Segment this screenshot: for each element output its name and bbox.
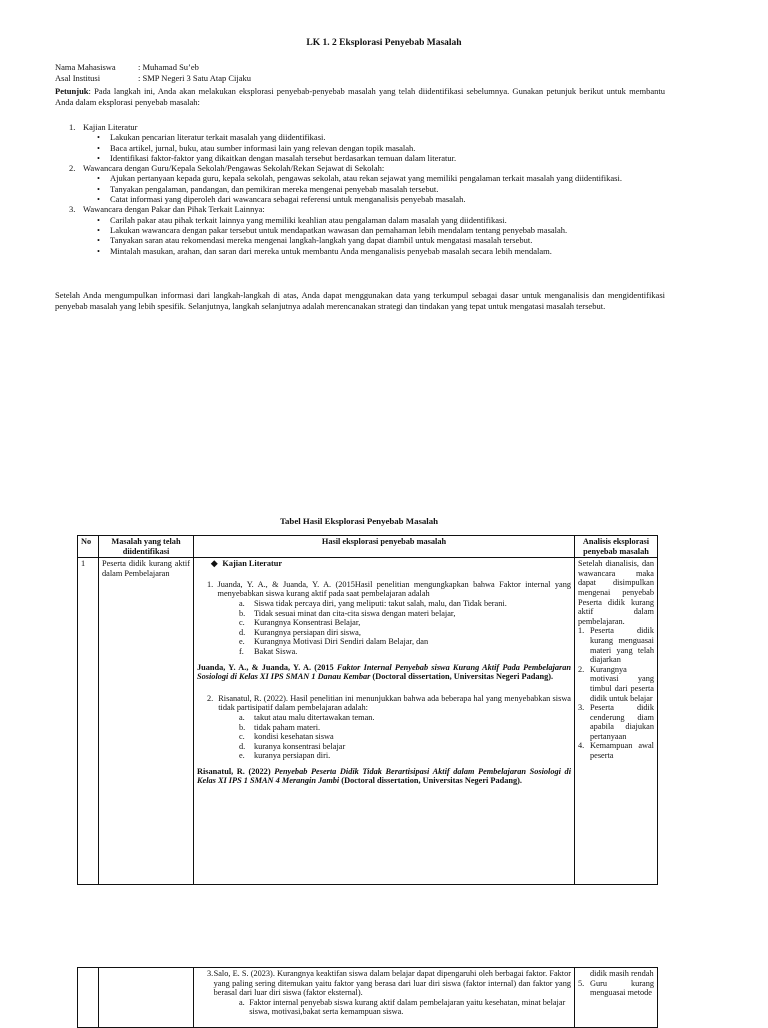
item-text: Kurangnya persiapan diri siswa, bbox=[254, 627, 361, 637]
list-item bbox=[578, 665, 654, 703]
item-number: 2. bbox=[578, 664, 585, 674]
header-hasil: Hasil eksplorasi penyebab masalah bbox=[194, 536, 575, 558]
reference-number: 1. bbox=[207, 579, 214, 589]
item-number: 1. bbox=[578, 626, 585, 636]
step-number: 2. bbox=[69, 163, 76, 174]
reference-items bbox=[239, 599, 571, 657]
name-label: Nama Mahasiswa bbox=[55, 62, 116, 72]
page-title: LK 1. 2 Eksplorasi Penyebab Masalah bbox=[306, 38, 462, 48]
step-bullets bbox=[55, 173, 675, 204]
problem-cell: Peserta didik kurang aktif dalam Pembelajaran bbox=[99, 558, 194, 885]
citation-author: Risanatul, R. (2022) bbox=[197, 766, 275, 776]
item-letter: c. bbox=[239, 732, 245, 742]
list-item bbox=[239, 713, 571, 723]
item-text: Faktor internal penyebab siswa kurang aktif dalam pembelajaran yaitu kesehatan, minat belajar siswa, motivasi,bakat serta kemampuan siswa. bbox=[249, 997, 566, 1017]
item-text: takut atau malu ditertawakan teman. bbox=[254, 712, 375, 722]
reference-number: 3. bbox=[207, 969, 214, 978]
item-letter: c. bbox=[239, 618, 245, 628]
table-title: Tabel Hasil Eksplorasi Penyebab Masalah bbox=[279, 516, 439, 526]
list-item: • Tanyakan pengalaman, pandangan, dan pemikiran mereka mengenai penyebab masalah tersebut. bbox=[110, 184, 675, 194]
list-item: • Ajukan pertanyaan kepada guru, kepala sekolah, pengawas sekolah, atau rekan sejawat yang memiliki pengalaman terkait masalah yang diidentifikasi. bbox=[110, 173, 675, 183]
item-letter: f. bbox=[239, 646, 244, 656]
item-text: Tidak sesuai minat dan cita-cita siswa dengan materi belajar, bbox=[254, 608, 456, 618]
reference-body: Risanatul, R. (2022). Hasil penelitian ini menunjukkan bahwa ada beberapa hal yang menyebabkan siswa tidak partisipatif dalam pembelajaran adalah: bbox=[218, 693, 571, 713]
step-bullets bbox=[55, 132, 675, 163]
item-letter: d. bbox=[239, 741, 246, 751]
step-heading bbox=[55, 204, 675, 214]
step-heading bbox=[55, 122, 675, 132]
citation-source: (Doctoral dissertation, Universitas Negeri Padang). bbox=[370, 672, 554, 682]
instructions bbox=[55, 86, 665, 107]
item-letter: a. bbox=[239, 712, 245, 722]
analysis-cell bbox=[575, 558, 658, 885]
citation-1 bbox=[197, 663, 571, 682]
diamond-bullet-icon: ◆ bbox=[211, 559, 218, 569]
steps-list bbox=[55, 122, 675, 256]
reference-items bbox=[239, 713, 571, 761]
table-row bbox=[78, 558, 658, 885]
literature-heading: ◆ Kajian Literatur bbox=[211, 559, 283, 569]
list-item bbox=[239, 723, 571, 733]
results-table bbox=[77, 535, 658, 885]
citation-2 bbox=[197, 767, 571, 786]
citation-title: Penyebab Peserta Didik Tidak Berartisipasi Aktif dalam Pembelajaran Sosiologi di Kelas XI IPS 1 SMAN 4 Merangin Jambi bbox=[197, 766, 571, 786]
row-number: 1 bbox=[78, 558, 99, 885]
item-text: kondisi kesehatan siswa bbox=[254, 732, 334, 742]
step-number: 1. bbox=[69, 122, 76, 132]
item-text: Bakat Siswa. bbox=[254, 646, 298, 656]
list-item bbox=[239, 637, 571, 647]
institution-value: : SMP Negeri 3 Satu Atap Cijaku bbox=[138, 73, 252, 83]
step-bullets bbox=[55, 215, 675, 256]
item-number: 5. bbox=[578, 978, 585, 988]
item-letter: a. bbox=[239, 997, 245, 1007]
citation-title: Faktor Internal Penyebab siswa Kurang Aktif Pada Pembelajaran Sosiologi di Kelas XI IPS SMAN 1 Danau Kembar bbox=[197, 662, 572, 682]
list-item bbox=[239, 599, 571, 609]
list-item: • Baca artikel, jurnal, buku, atau sumber informasi lain yang relevan dengan topik masalah. bbox=[110, 143, 675, 153]
institution-label: Asal Institusi bbox=[55, 73, 101, 83]
item-text: Guru kurang menguasai metode bbox=[590, 978, 654, 998]
instructions-text: : Pada langkah ini, Anda akan melakukan eksplorasi penyebab-penyebab masalah yang telah diidentifikasi sebelumnya. Gunakan petunjuk berikut untuk membantu Anda dalam eksplorasi penyebab masalah: bbox=[55, 86, 665, 107]
list-item bbox=[239, 998, 571, 1017]
item-letter: b. bbox=[239, 608, 246, 618]
item-letter: d. bbox=[239, 627, 246, 637]
list-item: • Carilah pakar atau pihak terkait lainnya yang memiliki keahlian atau pengalaman dalam masalah yang diidentifikasi. bbox=[110, 215, 675, 225]
analysis-cell bbox=[575, 968, 658, 1028]
list-item bbox=[239, 618, 571, 628]
item-text: Kurangnya Motivasi Diri Sendiri dalam Belajar, dan bbox=[254, 637, 429, 647]
header-no: No bbox=[78, 536, 99, 558]
item-letter: a. bbox=[239, 598, 245, 608]
item-number: 3. bbox=[578, 703, 585, 713]
item-letter: e. bbox=[239, 751, 245, 761]
reference-body: Salo, E. S. (2023). Kurangnya keaktifan siswa dalam belajar dapat dipengaruhi oleh berbagai faktor. Faktor yang paling sering ditemukan yaitu faktor yang berasa dari luar diri siswa (faktor internal) dan faktor yang berasal dari luar diri siswa (faktor eksternal). bbox=[213, 969, 571, 998]
item-text: kuranya konsentrasi belajar bbox=[254, 741, 346, 751]
name-value: : Muhamad Su’eb bbox=[138, 62, 199, 72]
step-heading bbox=[55, 163, 675, 173]
step-number: 3. bbox=[69, 204, 76, 215]
item-letter: b. bbox=[239, 722, 246, 732]
item-letter: e. bbox=[239, 637, 245, 647]
item-text: kuranya persiapan diri. bbox=[254, 751, 331, 761]
list-item bbox=[239, 742, 571, 752]
step-title: Wawancara dengan Pakar dan Pihak Terkait Lainnya: bbox=[83, 204, 265, 215]
instructions-label: Petunjuk bbox=[55, 86, 89, 96]
list-item bbox=[239, 732, 571, 742]
reference-number: 2. bbox=[207, 693, 214, 703]
step-title: Wawancara dengan Guru/Kepala Sekolah/Pengawas Sekolah/Rekan Sejawat di Sekolah: bbox=[83, 163, 385, 174]
reference-body: Juanda, Y. A., & Juanda, Y. A. (2015Hasil penelitian mengungkapkan bahwa Faktor internal yang menyebabkan siswa kurang aktif pada saat pembelajaran adalah bbox=[217, 579, 571, 599]
reference-1 bbox=[197, 580, 571, 657]
analysis-continued: didik masih rendah bbox=[590, 969, 654, 978]
list-item: • Lakukan wawancara dengan pakar tersebut untuk mendapatkan wawasan dan pemahaman lebih mendalam tentang penyebab masalah. bbox=[110, 225, 675, 235]
item-text: Kurangnya Konsentrasi Belajar, bbox=[254, 618, 361, 628]
reference-2 bbox=[197, 694, 571, 761]
list-item bbox=[239, 647, 571, 657]
findings-cell bbox=[194, 558, 575, 885]
citation-source: (Doctoral dissertation, Universitas Negeri Padang). bbox=[339, 776, 522, 786]
closing-paragraph: Setelah Anda mengumpulkan informasi dari langkah-langkah di atas, Anda dapat menggunakan data yang terkumpul sebagai dasar untuk menganalisis dan mengidentifikasi penyebab masalah yang lebih spesifik. Selanjutnya, langkah selanjutnya adalah merencanakan strategi dan tindakan yang tepat untuk mengatasi masalah tersebut. bbox=[55, 290, 665, 311]
student-info bbox=[55, 62, 251, 84]
citation-author: Juanda, Y. A., & Juanda, Y. A. (2015 bbox=[197, 662, 337, 672]
reference-text bbox=[207, 969, 571, 998]
list-item bbox=[239, 609, 571, 619]
reference-3 bbox=[197, 969, 571, 1017]
item-text: Kurangnya motivasi yang timbul dari peserta didik untuk belajar bbox=[590, 664, 654, 703]
header-masalah: Masalah yang telah diidentifikasi bbox=[99, 536, 194, 558]
results-table-continued bbox=[77, 967, 658, 1028]
list-item bbox=[239, 751, 571, 761]
list-item bbox=[239, 628, 571, 638]
item-text: tidak paham materi. bbox=[254, 722, 321, 732]
table-row bbox=[78, 968, 658, 1028]
list-item bbox=[578, 979, 654, 998]
list-item: • Catat informasi yang diperoleh dari wawancara sebagai referensi untuk menganalisis penyebab masalah. bbox=[110, 194, 675, 204]
table-header-row bbox=[78, 536, 658, 558]
name-row bbox=[55, 62, 251, 73]
list-item bbox=[578, 626, 654, 664]
list-item: • Identifikasi faktor-faktor yang dikaitkan dengan masalah tersebut berdasarkan temuan dalam literatur. bbox=[110, 153, 675, 163]
item-text: Peserta didik cenderung diam apabila diajukan pertanyaan bbox=[590, 703, 654, 741]
reference-text bbox=[207, 694, 571, 713]
list-item: • Lakukan pencarian literatur terkait masalah yang diidentifikasi. bbox=[110, 132, 675, 142]
step-title: Kajian Literatur bbox=[83, 122, 138, 132]
list-item bbox=[578, 741, 654, 760]
analysis-intro: Setelah dianalisis, dan wawancara maka dapat disimpulkan mengenai penyebab Peserta didik kurang aktif dalam pembelajaran. bbox=[578, 559, 654, 626]
item-text: Peserta didik kurang menguasai materi yang telah diajarkan bbox=[590, 626, 654, 665]
row-number bbox=[78, 968, 99, 1028]
header-analisis: Analisis eksplorasi penyebab masalah bbox=[575, 536, 658, 558]
reference-items bbox=[239, 998, 571, 1017]
list-item: • Tanyakan saran atau rekomendasi mereka mengenai langkah-langkah yang dapat diambil untuk mengatasi masalah tersebut. bbox=[110, 235, 675, 245]
item-text: Siswa tidak percaya diri, yang meliputi: takut salah, malu, dan Tidak berani. bbox=[254, 598, 507, 608]
item-text: Kemampuan awal peserta bbox=[590, 741, 654, 761]
list-item bbox=[578, 703, 654, 741]
item-number: 4. bbox=[578, 741, 585, 751]
problem-cell bbox=[99, 968, 194, 1028]
list-item: • Mintalah masukan, arahan, dan saran dari mereka untuk membantu Anda menganalisis penyebab masalah secara lebih mendalam. bbox=[110, 246, 675, 256]
findings-cell bbox=[194, 968, 575, 1028]
analysis-list bbox=[578, 626, 654, 760]
analysis-list bbox=[578, 979, 654, 998]
reference-text bbox=[207, 580, 571, 599]
institution-row bbox=[55, 73, 251, 84]
